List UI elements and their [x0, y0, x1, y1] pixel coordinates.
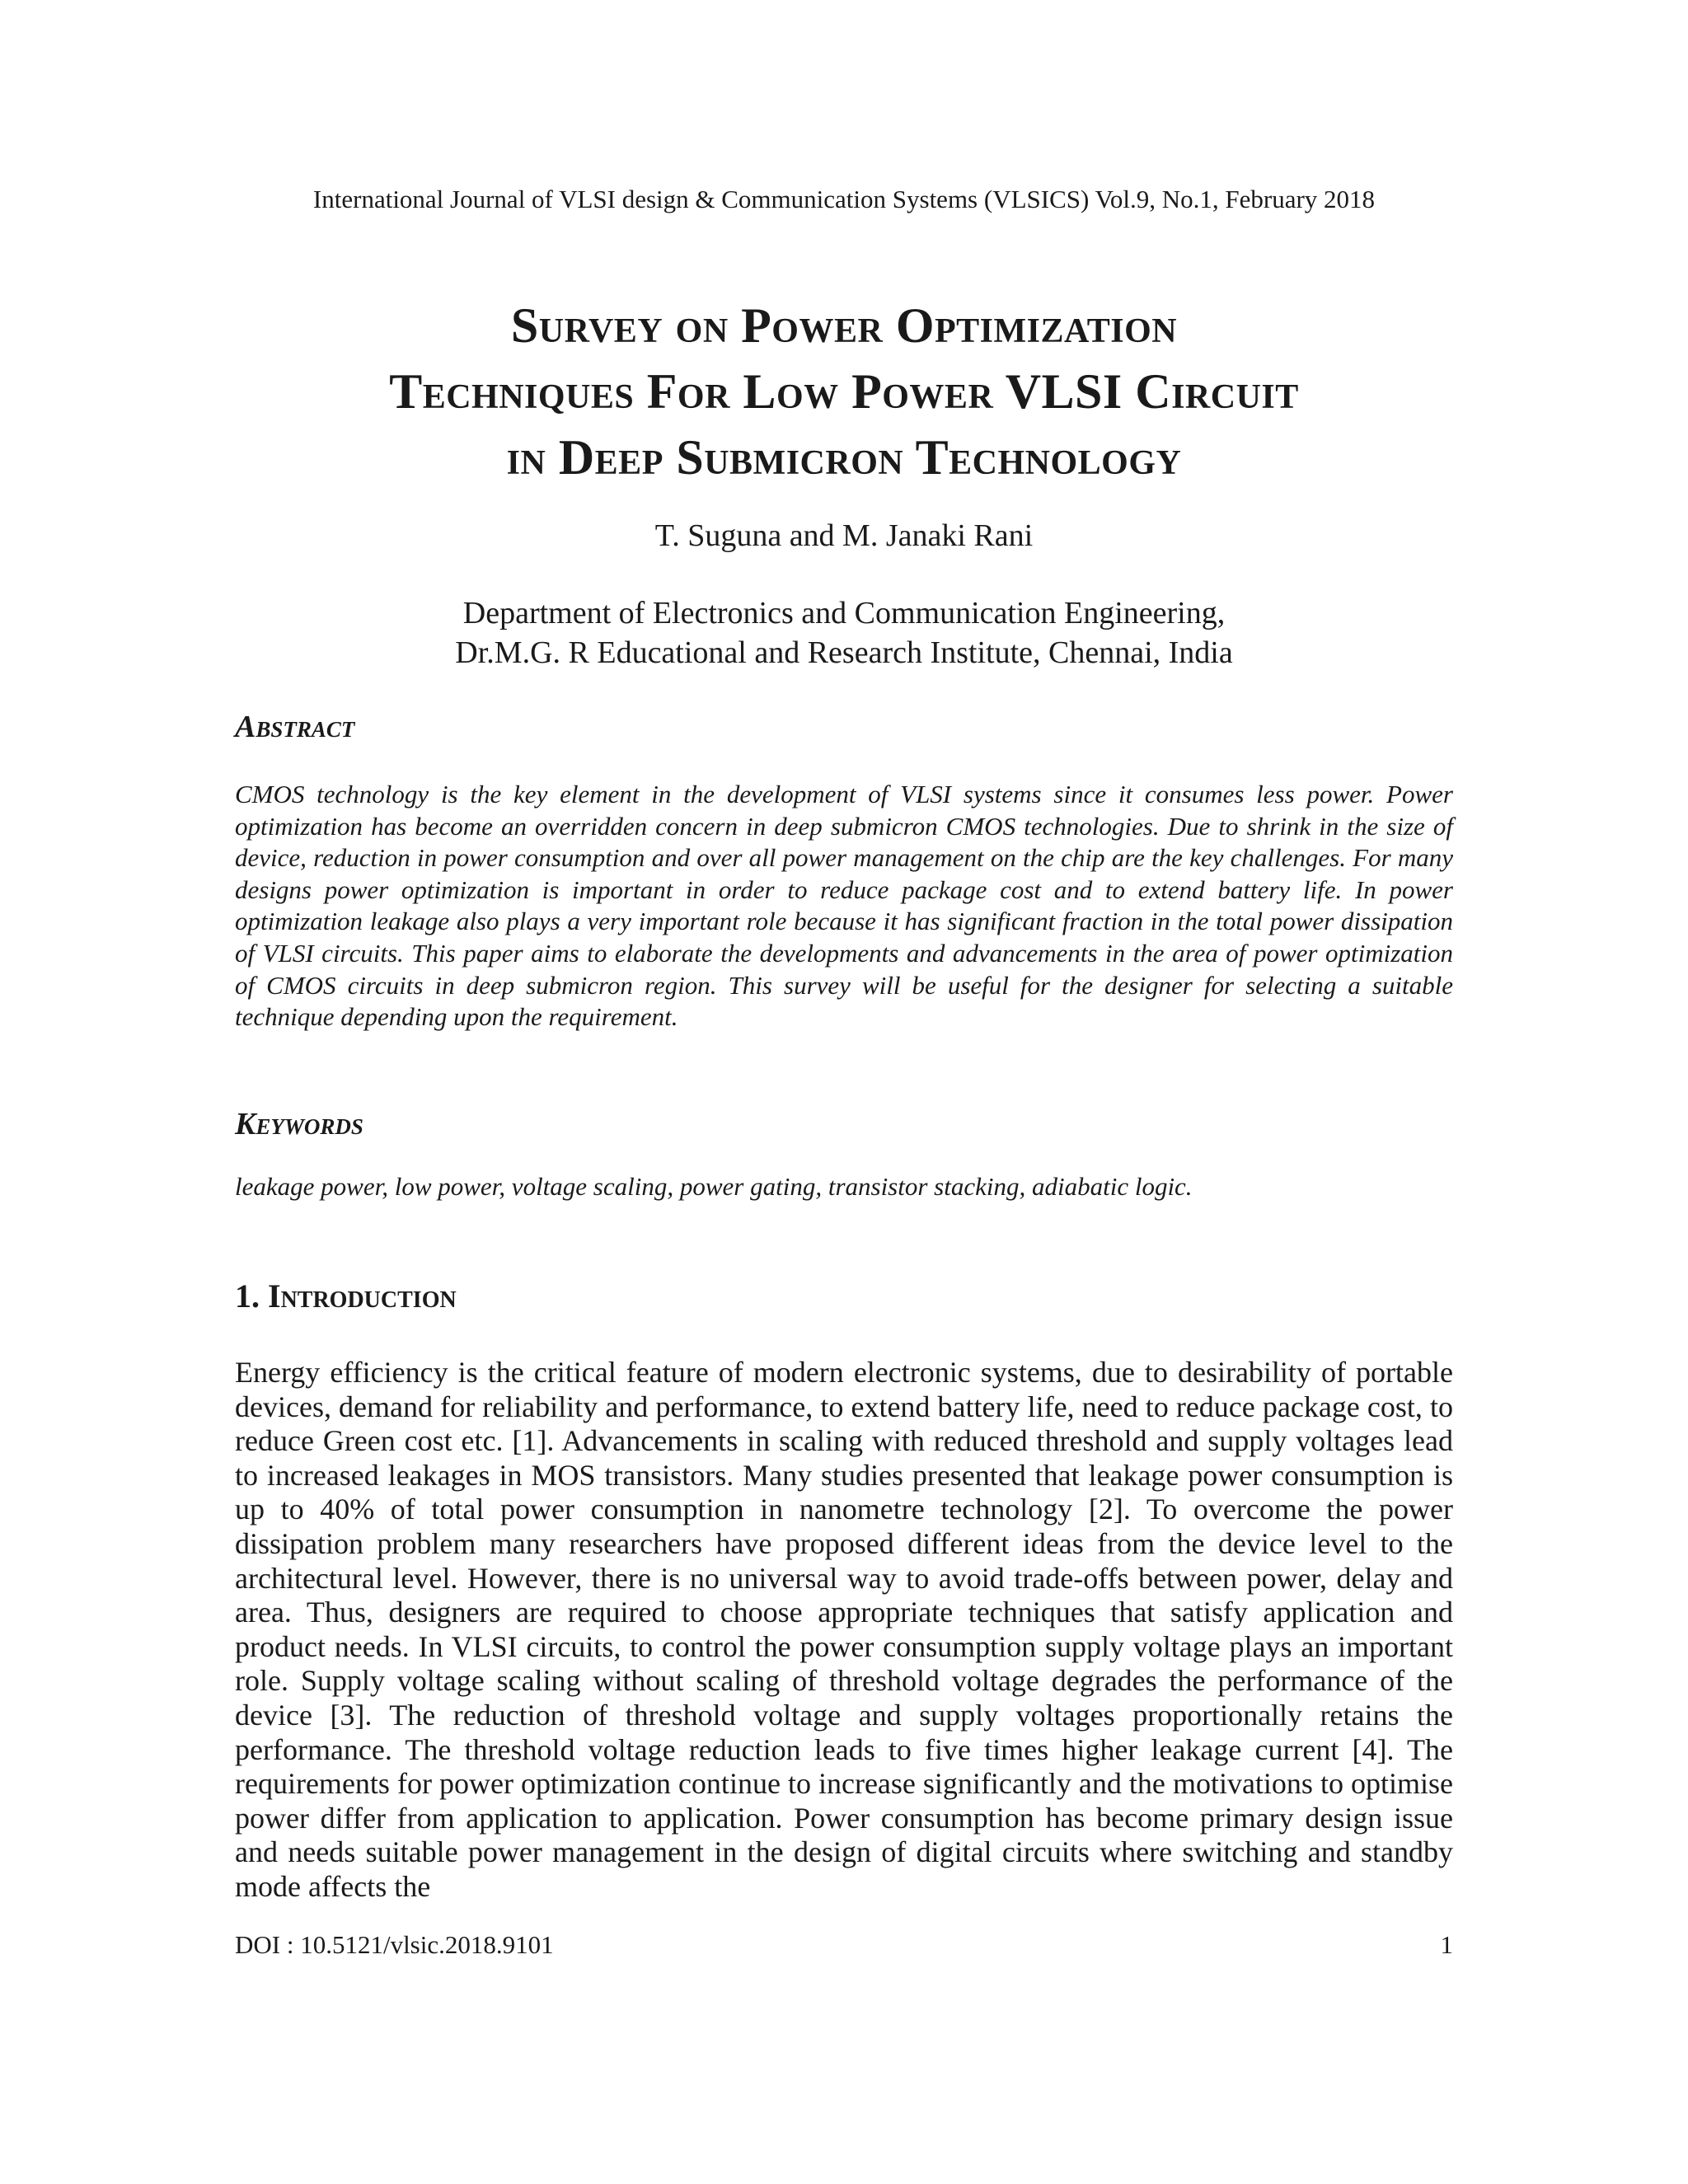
abstract-text: CMOS technology is the key element in the development of VLSI systems since it consumes less power. Power optimization has become an overridden concern in deep submicron CMOS technologies. Due to shrink in the size of device, reduction in power consumption and over all power management on the chip are the key challenges. For many designs power optimization is important in order to reduce package cost and to extend battery life. In power optimization leakage also plays a very important role because it has significant fraction in the total power dissipation of VLSI circuits. This paper aims to elaborate the developments and advancements in the area of power optimization of CMOS circuits in deep submicron region. This survey will be useful for the designer for selecting a suitable technique depending upon the requirement.	[235, 780, 1453, 1032]
title-line-2: Techniques For Low Power VLSI Circuit	[389, 364, 1299, 419]
affiliation	[0, 593, 1688, 673]
affiliation-line-2: Dr.M.G. R Educational and Research Institute, Chennai, India	[455, 635, 1233, 670]
paper-title	[165, 293, 1523, 490]
affiliation-line-1: Department of Electronics and Communication Engineering,	[462, 596, 1226, 630]
abstract-heading: Abstract	[235, 710, 355, 744]
authors: T. Suguna and M. Janaki Rani	[654, 518, 1034, 553]
page-number: 1	[1440, 1930, 1453, 1959]
keywords-heading: Keywords	[235, 1107, 363, 1141]
introduction-heading: 1. Introduction	[235, 1277, 457, 1315]
keywords-text: leakage power, low power, voltage scaling, power gating, transistor stacking, adiabatic logic.	[235, 1172, 1193, 1201]
title-line-1: Survey on Power Optimization	[510, 298, 1178, 353]
title-line-3: in Deep Submicron Technology	[506, 430, 1182, 485]
introduction-text: Energy efficiency is the critical feature of modern electronic systems, due to desirability of portable devices, demand for reliability and performance, to extend battery life, need to reduce package cost, to reduce Green cost etc. [1]. Advancements in scaling with reduced threshold and supply voltages lead to increased leakages in MOS transistors. Many studies presented that leakage power consumption is up to 40% of total power consumption in nanometre technology [2]. To overcome the power dissipation problem many researchers have proposed different ideas from the device level to the architectural level. However, there is no universal way to avoid trade-offs between power, delay and area. Thus, designers are required to choose appropriate techniques that satisfy application and product needs. In VLSI circuits, to control the power consumption supply voltage plays an important role. Supply voltage scaling without scaling of threshold voltage degrades the performance of the device [3]. The reduction of threshold voltage and supply voltages proportionally retains the performance. The threshold voltage reduction leads to five times higher leakage current [4]. The requirements for power optimization continue to increase significantly and the motivations to optimise power differ from application to application. Power consumption has become primary design issue and needs suitable power management in the design of digital circuits where switching and standby mode affects the	[235, 1356, 1453, 1903]
running-header: International Journal of VLSI design & Communication Systems (VLSICS) Vol.9, No.1, February 2018	[312, 185, 1376, 213]
footer-doi: DOI : 10.5121/vlsic.2018.9101	[235, 1930, 554, 1959]
